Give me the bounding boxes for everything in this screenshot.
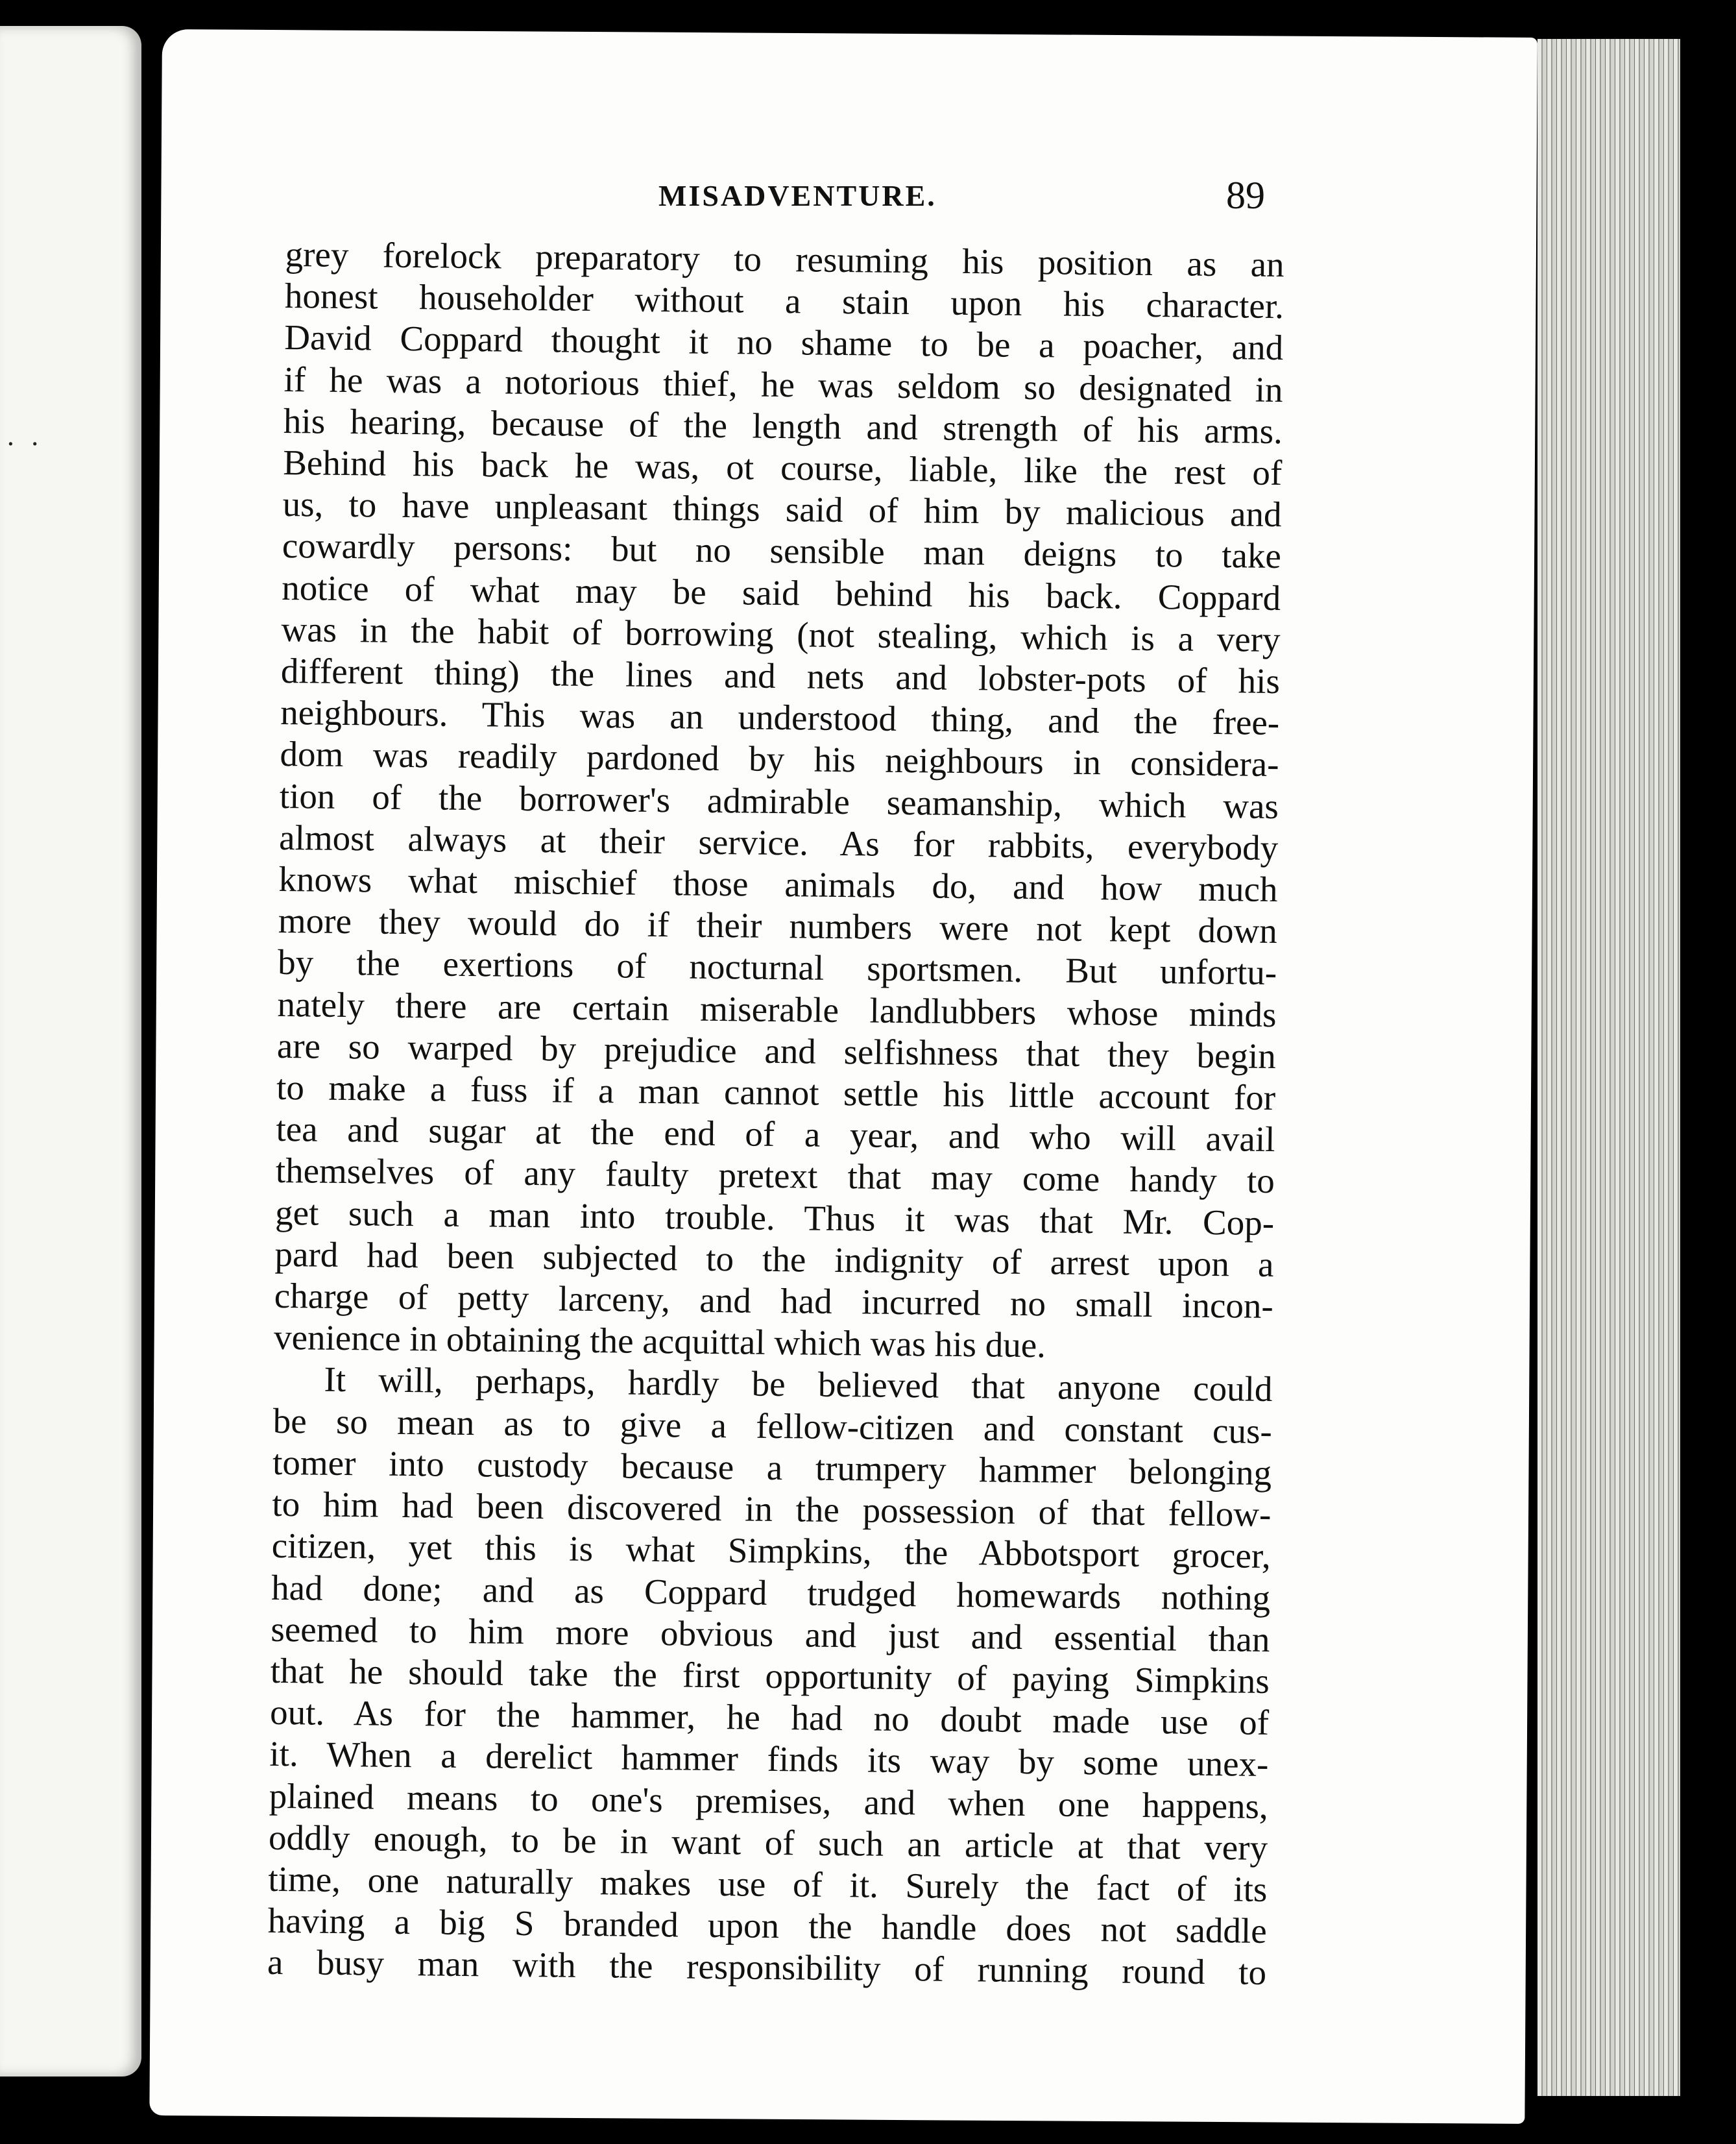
text-line: grey forelock preparatory to resuming his position as an bbox=[285, 234, 1284, 285]
text-line: to him had been discovered in the possession of that fellow- bbox=[272, 1483, 1272, 1535]
text-line: pard had been subjected to the indignity of arrest upon a bbox=[274, 1234, 1274, 1284]
page-stack-edges bbox=[1537, 39, 1706, 2096]
text-line: nately there are certain miserable landlubbers whose minds bbox=[277, 984, 1277, 1034]
text-line: plained means to one's premises, and when one happens, bbox=[269, 1775, 1269, 1826]
text-line: that he should take the first opportunity of paying Simpkins bbox=[270, 1650, 1270, 1701]
text-line: knows what mischief those animals do, and how much bbox=[278, 859, 1278, 910]
text-line: notice of what may be said behind his back. Coppard bbox=[281, 567, 1281, 618]
text-line: themselves of any faulty pretext that may come handy to bbox=[275, 1151, 1275, 1201]
text-line: us, to have unpleasant things said of him by malicious and bbox=[282, 484, 1282, 535]
text-line: dom was readily pardoned by his neighbours in considera- bbox=[280, 734, 1279, 785]
text-line: It will, perhaps, hardly be believed that anyone could bbox=[324, 1359, 1273, 1409]
text-line: had done; and as Coppard trudged homewards nothing bbox=[271, 1567, 1271, 1618]
previous-page-edge bbox=[0, 26, 141, 2077]
text-line: time, one naturally makes use of it. Surely the fact of its bbox=[268, 1858, 1268, 1909]
text-line: was in the habit of borrowing (not stealing, which is a very bbox=[281, 609, 1281, 659]
text-line: tomer into custody because a trumpery hammer belonging bbox=[272, 1442, 1272, 1492]
text-line: get such a man into trouble. Thus it was that Mr. Cop- bbox=[274, 1192, 1275, 1243]
body-text bbox=[267, 234, 1284, 1994]
text-line: honest householder without a stain upon his character. bbox=[284, 276, 1284, 326]
text-line: seemed to him more obvious and just and essential than bbox=[271, 1609, 1270, 1659]
text-line: tea and sugar at the end of a year, and who will avail bbox=[276, 1109, 1275, 1160]
text-line: are so warped by prejudice and selfishness that they begin bbox=[276, 1025, 1277, 1076]
running-head: MISADVENTURE. bbox=[658, 179, 937, 212]
text-line: Behind his back he was, ot course, liable, like the rest of bbox=[282, 442, 1283, 493]
text-line: it. When a derelict hammer finds its way by some unex- bbox=[269, 1734, 1269, 1785]
text-line: venience in obtaining the acquittal which was his due. bbox=[273, 1317, 1046, 1365]
text-line: charge of petty larceny, and had incurred no small incon- bbox=[274, 1275, 1274, 1326]
text-line: out. As for the hammer, he had no doubt made use of bbox=[269, 1692, 1270, 1743]
text-line: if he was a notorious thief, he was seldom so designated in bbox=[283, 359, 1283, 409]
text-line: by the exertions of nocturnal sportsmen. But unfortu- bbox=[277, 942, 1277, 993]
paragraph-1 bbox=[274, 234, 1284, 1369]
text-line: different thing) the lines and nets and lobster-pots of his bbox=[280, 650, 1281, 701]
text-line: to make a fuss if a man cannot settle his little account for bbox=[276, 1067, 1276, 1118]
page-number: 89 bbox=[1226, 174, 1265, 217]
text-line: citizen, yet this is what Simpkins, the Abbotsport grocer, bbox=[271, 1526, 1272, 1576]
text-line: a busy man with the responsibility of running round to bbox=[267, 1942, 1267, 1993]
text-line: David Coppard thought it no shame to be a poacher, and bbox=[284, 317, 1284, 368]
text-line: oddly enough, to be in want of such an article at that very bbox=[268, 1817, 1268, 1868]
text-line: neighbours. This was an understood thing, and the free- bbox=[280, 692, 1280, 743]
text-line: almost always at their service. As for rabbits, everybody bbox=[278, 817, 1279, 868]
text-line: more they would do if their numbers were not kept down bbox=[278, 901, 1278, 951]
text-line: tion of the borrower's admirable seamanship, which was bbox=[279, 775, 1279, 826]
page-header bbox=[658, 174, 1307, 217]
paragraph-2 bbox=[267, 1358, 1273, 1993]
text-line: be so mean as to give a fellow-citizen and constant cus- bbox=[272, 1400, 1273, 1451]
text-line: having a big S branded upon the handle does not saddle bbox=[267, 1900, 1268, 1951]
text-line: his hearing, because of the length and strength of his arms. bbox=[283, 400, 1283, 451]
text-line: cowardly persons: but no sensible man deigns to take bbox=[282, 526, 1282, 576]
margin-marks: . . bbox=[6, 422, 43, 452]
